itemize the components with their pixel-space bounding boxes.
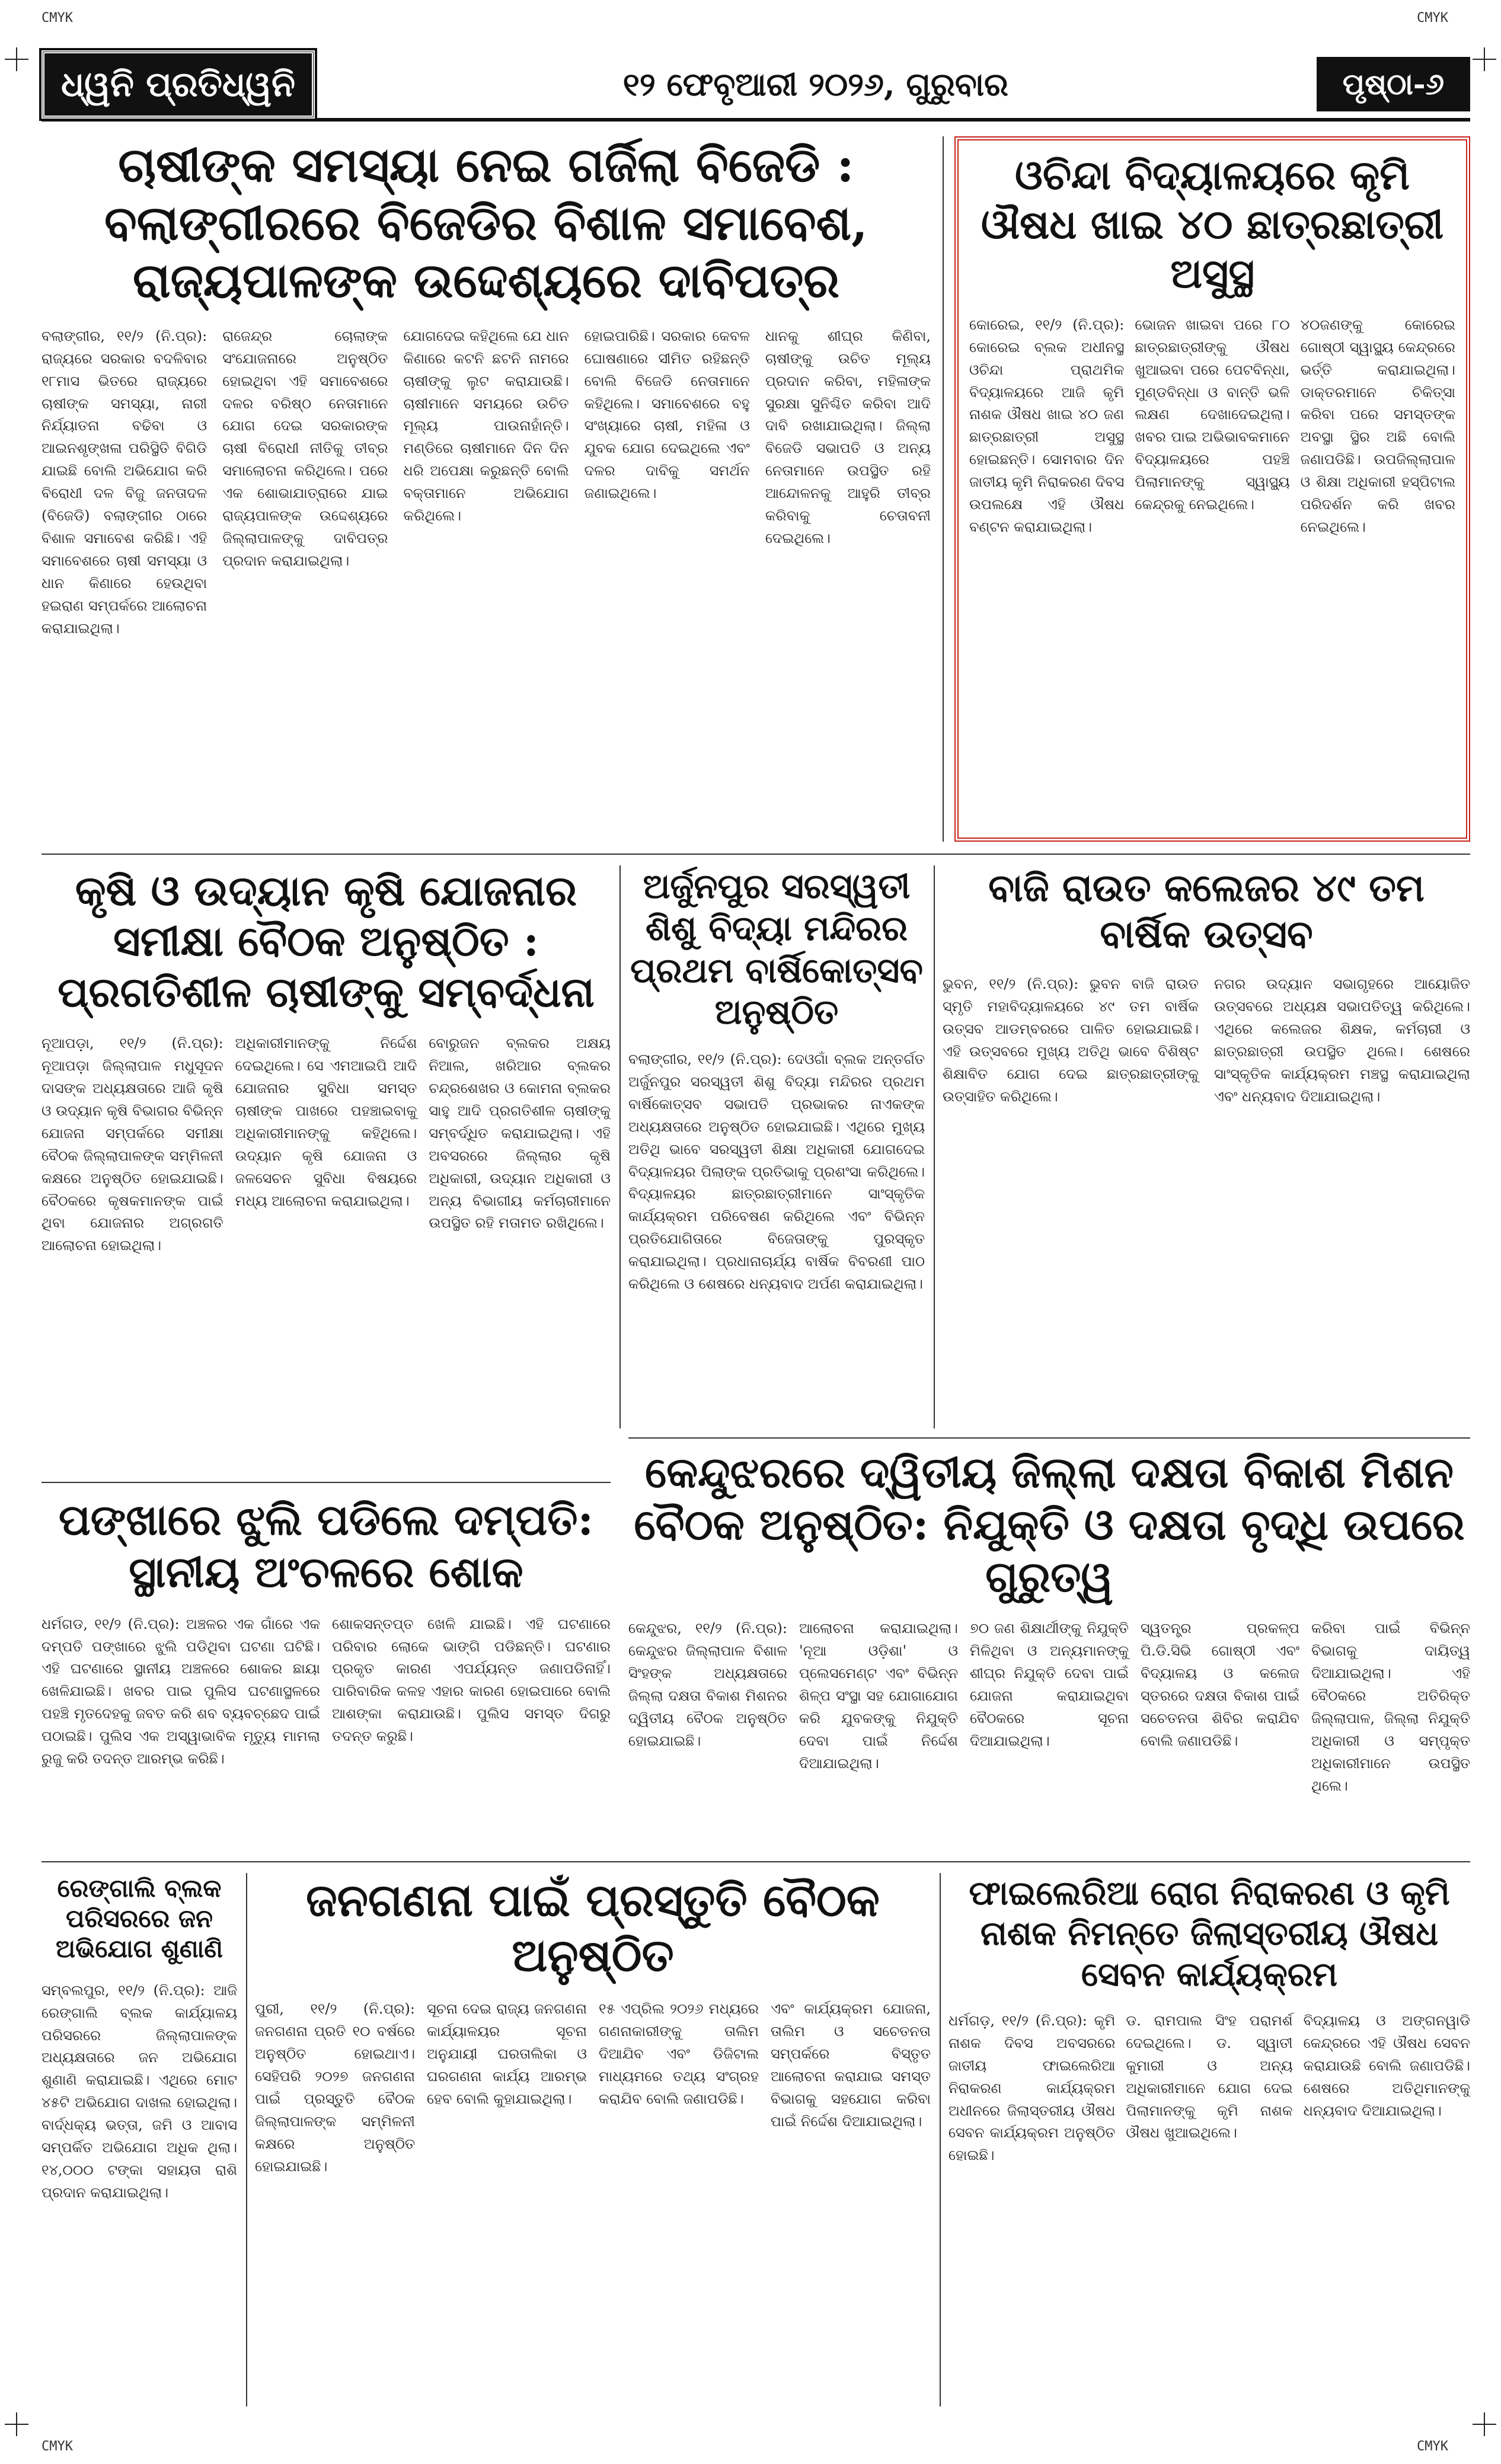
headline: ବାଜି ରାଉତ କଲେଜର ୪୯ ତମ ବାର୍ଷିକ ଉତ୍ସବ bbox=[988, 866, 1425, 957]
story-column: ଯୋଗଦେଇ କହିଥିଲେ ଯେ ଧାନ କିଣାରେ କଟନି ଛଟନି ନାମରେ ଚାଷୀଙ୍କୁ ଲୁଟ କରାଯାଉଛି। ଚାଷୀମାନେ ସମୟରେ ଉଚିତ ମୂଲ୍ୟ ପାଉନାହାଁନ୍ତି। ମଣ୍ଡିରେ ଚାଷୀମାନେ ଦିନ ଦିନ ଧରି ଅପେକ୍ଷା କରୁଛନ୍ତି ବୋଲି ବକ୍ତାମାନେ ଅଭିଯୋଗ କରିଥିଲେ। bbox=[403, 327, 569, 525]
headline: କୃଷି ଓ ଉଦ୍ୟାନ କୃଷି ଯୋଜନାର ସମୀକ୍ଷା ବୈଠକ ଅନୁଷ୍ଠିତ : ପ୍ରଗତିଶୀଳ ଚାଷୀଙ୍କୁ ସମ୍ବର୍ଦ୍ଧନା bbox=[58, 866, 595, 1017]
publication-date: ୧୨ ଫେବୃଆରୀ ୨୦୨୬, ଗୁରୁବାର bbox=[622, 65, 1008, 103]
story-column: ରାଜେନ୍ଦ୍ର ଚୋଲାଙ୍କ ସଂଯୋଜନାରେ ଅନୁଷ୍ଠିତ ହୋଇଥିବା ଏହି ସମାବେଶରେ ଦଳର ବରିଷ୍ଠ ନେତାମାନେ ଯୋଗ ଦେଇ ସରକାରଙ୍କ ଚାଷୀ ବିରୋଧୀ ନୀତିକୁ ତୀବ୍ର ସମାଲୋଚନା କରିଥିଲେ। ପରେ ଏକ ଶୋଭାଯାତ୍ରାରେ ଯାଇ ରାଜ୍ୟପାଳଙ୍କ ଉଦ୍ଦେଶ୍ୟରେ ଜିଲ୍ଲାପାଳଙ୍କୁ ଦାବିପତ୍ର ପ୍ରଦାନ କରାଯାଇଥିଲା। bbox=[222, 327, 388, 569]
cmyk-label-bottom-right: CMYK bbox=[1417, 2439, 1448, 2454]
story-column: ଧର୍ମଗଡ଼, ୧୧/୨ (ନି.ପ୍ର): କୃମି ନାଶକ ଦିବସ ଅବସରରେ ଜାତୀୟ ଫାଇଲେରିଆ ନିରାକରଣ କାର୍ଯ୍ୟକ୍ରମ ଅଧୀନରେ ଜିଲାସ୍ତରୀୟ ଔଷଧ ସେବନ କାର୍ଯ୍ୟକ୍ରମ ଅନୁଷ୍ଠିତ ହୋଇଛି। bbox=[948, 2012, 1116, 2164]
story-column: ଶୋକସନ୍ତପ୍ତ ଖେଳି ଯାଇଛି। ଏହି ଘଟଣାରେ ପରିବାର ଲୋକେ ଭାଙ୍ଗି ପଡିଛନ୍ତି। ଘଟଣାର ପ୍ରକୃତ କାରଣ ଏପର୍ଯ୍ୟନ୍ତ ଜଣାପଡିନାହିଁ। ପାରିବାରିକ କଳହ ଏହାର କାରଣ ହୋଇପାରେ ବୋଲି ଆଶଙ୍କା କରାଯାଉଛି। ପୁଲିସ ସମସ୍ତ ଦିଗରୁ ତଦନ୍ତ କରୁଛି। bbox=[332, 1615, 611, 1745]
headline: ଫାଇଲେରିଆ ରୋଗ ନିରାକରଣ ଓ କୃମି ନାଶକ ନିମନ୍ତେ ଜିଲାସ୍ତରୀୟ ଔଷଧ ସେବନ କାର୍ଯ୍ୟକ୍ରମ bbox=[969, 1874, 1450, 1994]
headline: ଚାଷୀଙ୍କ ସମସ୍ୟା ନେଇ ଗର୍ଜିଲା ବିଜେଡି : ବଲାଙ୍ଗୀରରେ ବିଜେଡିର ବିଶାଳ ସମାବେଶ, ରାଜ୍ୟପାଳଙ୍କ ଉଦ୍ଦେଶ୍ୟରେ ଦାବିପତ୍ର bbox=[104, 137, 868, 309]
story-agriculture-review bbox=[41, 865, 611, 1470]
column-divider bbox=[934, 865, 935, 1428]
story-rengali-grievance bbox=[41, 1873, 237, 2407]
column-divider bbox=[619, 865, 621, 1428]
section-divider bbox=[41, 1861, 1470, 1862]
headline: ରେଙ୍ଗାଲି ବ୍ଲକ ପରିସରରେ ଜନ ଅଭିଯୋଗ ଶୁଣାଣି bbox=[56, 1874, 223, 1964]
story-arjunpur-school bbox=[628, 865, 925, 1428]
section-divider bbox=[41, 1482, 611, 1483]
page-number: ପୃଷ୍ଠା-୬ bbox=[1317, 57, 1470, 111]
story-baji-raut-college bbox=[943, 865, 1470, 1428]
story-census-preparation bbox=[255, 1873, 931, 2407]
newspaper-logo: ଧ୍ୱନି ପ୍ରତିଧ୍ୱନି bbox=[41, 50, 315, 119]
registration-mark-bottom-left bbox=[5, 2412, 28, 2436]
story-column: ଧର୍ମଗଡ, ୧୧/୨ (ନି.ପ୍ର): ଅଞ୍ଚଳର ଏକ ଗାଁରେ ଏକ ଦମ୍ପତି ପଙ୍ଖାରେ ଝୁଲି ପଡିଥିବା ଘଟଣା ଘଟିଛି। ଏହି ଘଟଣାରେ ସ୍ଥାନୀୟ ଅଞ୍ଚଳରେ ଶୋକର ଛାୟା ଖେଳିଯାଇଛି। ଖବର ପାଇ ପୁଲିସ ଘଟଣାସ୍ଥଳରେ ପହଞ୍ଚି ମୃତଦେହକୁ ଜବତ କରି ଶବ ବ୍ୟବଚ୍ଛେଦ ପାଇଁ ପଠାଇଛି। ପୁଲିସ ଏକ ଅସ୍ୱାଭାବିକ ମୃତ୍ୟୁ ମାମଲା ରୁଜୁ କରି ତଦନ୍ତ ଆରମ୍ଭ କରିଛି। bbox=[41, 1615, 320, 1768]
headline: ଅର୍ଜୁନପୁର ସରସ୍ୱତୀ ଶିଶୁ ବିଦ୍ୟା ମନ୍ଦିରର ପ୍ରଥମ ବାର୍ଷିକୋତ୍ସବ ଅନୁଷ୍ଠିତ bbox=[630, 866, 923, 1033]
story-column: ୭୦ ଜଣ ଶିକ୍ଷାର୍ଥୀଙ୍କୁ ନିଯୁକ୍ତି ମିଳିଥିବା ଓ ଅନ୍ୟମାନଙ୍କୁ ଶୀଘ୍ର ନିଯୁକ୍ତି ଦେବା ପାଇଁ ଯୋଜନା କରାଯାଇଥିବା ବୈଠକରେ ସୂଚନା ଦିଆଯାଇଥିଲା। bbox=[970, 1620, 1129, 1750]
section-divider bbox=[41, 854, 1470, 855]
story-column: ୧୫ ଏପ୍ରିଲ ୨୦୨୬ ମଧ୍ୟରେ ଗଣନାକାରୀଙ୍କୁ ତାଲିମ ଦିଆଯିବ ଏବଂ ଡିଜିଟାଲ ମାଧ୍ୟମରେ ତଥ୍ୟ ସଂଗ୍ରହ କରାଯିବ ବୋଲି ଜଣାପଡିଛି। bbox=[599, 2000, 759, 2108]
story-column: ଭୋଜନ ଖାଇବା ପରେ ୮୦ ଛାତ୍ରଛାତ୍ରୀଙ୍କୁ ଔଷଧ ଖୁଆଇବା ପରେ ପେଟବିନ୍ଧା, ମୁଣ୍ଡବିନ୍ଧା ଓ ବାନ୍ତି ଭଳି ଲକ୍ଷଣ ଦେଖାଦେଇଥିଲା। ଖବର ପାଇ ଅଭିଭାବକମାନେ ବିଦ୍ୟାଳୟରେ ପହଞ୍ଚି ପିଲାମାନଙ୍କୁ ସ୍ୱାସ୍ଥ୍ୟ କେନ୍ଦ୍ରକୁ ନେଇଥିଲେ। bbox=[1135, 316, 1290, 513]
story-keonjhar-skill-mission bbox=[628, 1446, 1470, 1849]
story-column: ଆଲୋଚନା କରାଯାଇଥିଲା। 'ନୂଆ ଓଡ଼ିଶା' ଓ ପ୍ଲେସମେଣ୍ଟ ଏବଂ ବିଭିନ୍ନ ଶିଳ୍ପ ସଂସ୍ଥା ସହ ଯୋଗାଯୋଗ କରି ଯୁବକଙ୍କୁ ନିଯୁକ୍ତି ଦେବା ପାଇଁ ନିର୍ଦ୍ଦେଶ ଦିଆଯାଇଥିଲା। bbox=[799, 1620, 958, 1772]
story-couple-tragedy bbox=[41, 1494, 611, 1849]
story-column: ପୁରୀ, ୧୧/୨ (ନି.ପ୍ର): ଜନଗଣନା ପ୍ରତି ୧୦ ବର୍ଷରେ ଅନୁଷ୍ଠିତ ହୋଇଥାଏ। ସେହିପରି ୨୦୨୭ ଜନଗଣନା ପାଇଁ ପ୍ରସ୍ତୁତି ବୈଠକ ଜିଲ୍ଲାପାଳଙ୍କ ସମ୍ମିଳନୀ କକ୍ଷରେ ଅନୁଷ୍ଠିତ ହୋଇଯାଇଛି। bbox=[255, 2000, 415, 2175]
story-column: ଭୁବନ, ୧୧/୨ (ନି.ପ୍ର): ଭୁବନ ବାଜି ରାଉତ ସ୍ମୃତି ମହାବିଦ୍ୟାଳୟରେ ୪୯ ତମ ବାର୍ଷିକ ଉତ୍ସବ ଆଡମ୍ବରରେ ପାଳିତ ହୋଇଯାଇଛି। ଏହି ଉତ୍ସବରେ ମୁଖ୍ୟ ଅତିଥି ଭାବେ ବିଶିଷ୍ଟ ଶିକ୍ଷାବିତ ଯୋଗ ଦେଇ ଛାତ୍ରଛାତ୍ରୀଙ୍କୁ ଉତ୍ସାହିତ କରିଥିଲେ। bbox=[943, 976, 1199, 1105]
story-ochinda-school bbox=[954, 136, 1470, 842]
story-column: ଏବଂ କାର୍ଯ୍ୟକ୍ରମ ଯୋଜନା, ତାଲିମ ଓ ସଚେତନତା ସମ୍ପର୍କରେ ବିସ୍ତୃତ ଆଲୋଚନା କରାଯାଇ ସମସ୍ତ ବିଭାଗକୁ ସହଯୋଗ କରିବା ପାଇଁ ନିର୍ଦ୍ଦେଶ ଦିଆଯାଇଥିଲା। bbox=[771, 2000, 931, 2130]
registration-mark-bottom-right bbox=[1473, 2412, 1496, 2436]
story-column: ୪୦ଜଣଙ୍କୁ କୋରେଇ ଗୋଷ୍ଠୀ ସ୍ୱାସ୍ଥ୍ୟ କେନ୍ଦ୍ରରେ ଭର୍ତ୍ତି କରାଯାଇଥିଲା। ଡାକ୍ତରମାନେ ଚିକିତ୍ସା କରିବା ପରେ ସମସ୍ତଙ୍କ ଅବସ୍ଥା ସ୍ଥିର ଅଛି ବୋଲି ଜଣାପଡିଛି। ଉପଜିଲ୍ଲାପାଳ ଓ ଶିକ୍ଷା ଅଧିକାରୀ ହସ୍ପିଟାଲ ପରିଦର୍ଶନ କରି ଖବର ନେଇଥିଲେ। bbox=[1300, 316, 1455, 536]
headline: ପଙ୍ଖାରେ ଝୁଲି ପଡିଲେ ଦମ୍ପତି: ସ୍ଥାନୀୟ ଅଂଚଳରେ ଶୋକ bbox=[58, 1494, 594, 1597]
story-column: ଡ. ରାମପାଲ ସିଂହ ପରାମର୍ଶ ଦେଇଥିଲେ। ଡ. ସ୍ୱାତୀ କୁମାରୀ ଓ ଅନ୍ୟ ଅଧିକାରୀମାନେ ଯୋଗ ଦେଇ ପିଲାମାନଙ୍କୁ କୃମି ନାଶକ ଔଷଧ ଖୁଆଇଥିଲେ। bbox=[1126, 2012, 1293, 2142]
story-column: ନଗର ଉଦ୍ୟାନ ସଭାଗୃହରେ ଆୟୋଜିତ ଉତ୍ସବରେ ଅଧ୍ୟକ୍ଷ ସଭାପତିତ୍ୱ କରିଥିଲେ। ଏଥିରେ କଲେଜର ଶିକ୍ଷକ, କର୍ମଚାରୀ ଓ ଛାତ୍ରଛାତ୍ରୀ ଉପସ୍ଥିତ ଥିଲେ। ଶେଷରେ ସାଂସ୍କୃତିକ କାର୍ଯ୍ୟକ୍ରମ ମଞ୍ଚସ୍ଥ କରାଯାଇଥିଲା ଏବଂ ଧନ୍ୟବାଦ ଦିଆଯାଇଥିଲା। bbox=[1214, 976, 1470, 1105]
story-column: ଅଧିକାରୀମାନଙ୍କୁ ନିର୍ଦ୍ଦେଶ ଦେଇଥିଲେ। ସେ ଏମଆଇପି ଆଦି ଯୋଜନାର ସୁବିଧା ସମସ୍ତ ଚାଷୀଙ୍କ ପାଖରେ ପହଞ୍ଚାଇବାକୁ ଅଧିକାରୀମାନଙ୍କୁ କହିଥିଲେ। ଉଦ୍ୟାନ କୃଷି ଯୋଜନା ଓ ଜଳସେଚନ ସୁବିଧା ବିଷୟରେ ମଧ୍ୟ ଆଲୋଚନା କରାଯାଇଥିଲା। bbox=[235, 1035, 417, 1209]
headline: ଜନଗଣନା ପାଇଁ ପ୍ରସ୍ତୁତି ବୈଠକ ଅନୁଷ୍ଠିତ bbox=[306, 1874, 880, 1982]
story-bjd-rally bbox=[41, 136, 931, 842]
headline: ଓଚିନ୍ଦା ବିଦ୍ୟାଳୟରେ କୃମି ଔଷଧ ଖାଇ ୪୦ ଛାତ୍ରଛାତ୍ରୀ ଅସୁସ୍ଥ bbox=[981, 152, 1444, 298]
cmyk-label-top-left: CMYK bbox=[41, 11, 73, 25]
story-column: କରିବା ପାଇଁ ବିଭିନ୍ନ ବିଭାଗକୁ ଦାୟିତ୍ୱ ଦିଆଯାଇଥିଲା। ଏହି ବୈଠକରେ ଅତିରିକ୍ତ ଜିଲ୍ଲାପାଳ, ଜିଲ୍ଲା ନିଯୁକ୍ତି ଅଧିକାରୀ ଓ ସମ୍ପୃକ୍ତ ଅଧିକାରୀମାନେ ଉପସ୍ଥିତ ଥିଲେ। bbox=[1311, 1620, 1470, 1794]
story-column: ବଲାଙ୍ଗୀର, ୧୧/୨ (ନି.ପ୍ର): ଦେଓଗାଁ ବ୍ଲକ ଅନ୍ତର୍ଗତ ଅର୍ଜୁନପୁର ସରସ୍ୱତୀ ଶିଶୁ ବିଦ୍ୟା ମନ୍ଦିରର ପ୍ରଥମ ବାର୍ଷିକୋତ୍ସବ ସଭାପତି ପ୍ରଭାକର ନାଏକଙ୍କ ଅଧ୍ୟକ୍ଷତାରେ ଅନୁଷ୍ଠିତ ହୋଇଯାଇଛି। ଏଥିରେ ମୁଖ୍ୟ ଅତିଥି ଭାବେ ସରସ୍ୱତୀ ଶିକ୍ଷା ଅଧିକାରୀ ଯୋଗଦେଇ ବିଦ୍ୟାଳୟର ପିଲାଙ୍କ ପ୍ରତିଭାକୁ ପ୍ରଶଂସା କରିଥିଲେ। ବିଦ୍ୟାଳୟର ଛାତ୍ରଛାତ୍ରୀମାନେ ସାଂସ୍କୃତିକ କାର୍ଯ୍ୟକ୍ରମ ପରିବେଷଣ କରିଥିଲେ ଏବଂ ବିଭିନ୍ନ ପ୍ରତିଯୋଗିତାରେ ବିଜେତାଙ୍କୁ ପୁରସ୍କୃତ କରାଯାଇଥିଲା। ପ୍ରଧାନାଚାର୍ଯ୍ୟ ବାର୍ଷିକ ବିବରଣୀ ପାଠ କରିଥିଲେ ଓ ଶେଷରେ ଧନ୍ୟବାଦ ଅର୍ପଣ କରାଯାଇଥିଲା। bbox=[628, 1051, 925, 1293]
cmyk-label-bottom-left: CMYK bbox=[41, 2439, 73, 2454]
registration-mark-top-left bbox=[5, 47, 28, 71]
story-filaria-program bbox=[948, 1873, 1470, 2407]
story-column: କୋରେଇ, ୧୧/୨ (ନି.ପ୍ର): କୋରେଇ ବ୍ଲକ ଅଧୀନସ୍ଥ ଓଚିନ୍ଦା ପ୍ରାଥମିକ ବିଦ୍ୟାଳୟରେ ଆଜି କୃମି ନାଶକ ଔଷଧ ଖାଇ ୪୦ ଜଣ ଛାତ୍ରଛାତ୍ରୀ ଅସୁସ୍ଥ ହୋଇଛନ୍ତି। ସୋମବାର ଦିନ ଜାତୀୟ କୃମି ନିରାକରଣ ଦିବସ ଉପଲକ୍ଷେ ଏହି ଔଷଧ ବଣ୍ଟନ କରାଯାଇଥିଲା। bbox=[969, 316, 1125, 536]
story-column: ସୂଚନା ଦେଇ ରାଜ୍ୟ ଜନଗଣନା କାର୍ଯ୍ୟାଳୟର ସୂଚନା ଅନୁଯାୟୀ ଘରତାଲିକା ଓ ଘରଗଣନା କାର୍ଯ୍ୟ ଆରମ୍ଭ ହେବ ବୋଲି କୁହାଯାଇଥିଲା। bbox=[427, 2000, 587, 2108]
story-column: ସମ୍ବଲପୁର, ୧୧/୨ (ନି.ପ୍ର): ଆଜି ରେଙ୍ଗାଲି ବ୍ଲକ କାର୍ଯ୍ୟାଳୟ ପରିସରରେ ଜିଲ୍ଲାପାଳଙ୍କ ଅଧ୍ୟକ୍ଷତାରେ ଜନ ଅଭିଯୋଗ ଶୁଣାଣି କରାଯାଇଛି। ଏଥିରେ ମୋଟ ୪୫ଟି ଅଭିଯୋଗ ଦାଖଲ ହୋଇଥିଲା। ବାର୍ଦ୍ଧକ୍ୟ ଭତ୍ତା, ଜମି ଓ ଆବାସ ସମ୍ପର୍କିତ ଅଭିଯୋଗ ଅଧିକ ଥିଲା। ୧୪,୦୦୦ ଟଙ୍କା ସହାୟତା ରାଶି ପ୍ରଦାନ କରାଯାଇଥିଲା। bbox=[41, 1982, 237, 2201]
column-divider bbox=[943, 136, 944, 842]
column-divider bbox=[940, 1873, 941, 2407]
cmyk-label-top-right: CMYK bbox=[1417, 11, 1448, 25]
masthead bbox=[41, 50, 1470, 122]
story-column: ନୂଆପଡ଼ା, ୧୧/୨ (ନି.ପ୍ର): ନୂଆପଡ଼ା ଜିଲ୍ଲାପାଳ ମଧୁସୂଦନ ଦାସଙ୍କ ଅଧ୍ୟକ୍ଷତାରେ ଆଜି କୃଷି ଓ ଉଦ୍ୟାନ କୃଷି ବିଭାଗର ବିଭିନ୍ନ ଯୋଜନା ସମ୍ପର୍କରେ ସମୀକ୍ଷା ବୈଠକ ଜିଲ୍ଲାପାଳଙ୍କ ସମ୍ମିଳନୀ କକ୍ଷରେ ଅନୁଷ୍ଠିତ ହୋଇଯାଇଛି। ବୈଠକରେ କୃଷକମାନଙ୍କ ପାଇଁ ଥିବା ଯୋଜନାର ଅଗ୍ରଗତି ଆଲୋଚନା ହୋଇଥିଲା। bbox=[41, 1035, 223, 1254]
story-column: ହୋଇପାରିଛି। ସରକାର କେବଳ ଘୋଷଣାରେ ସୀମିତ ରହିଛନ୍ତି ବୋଲି ବିଜେଡି ନେତାମାନେ କହିଥିଲେ। ସମାବେଶରେ ବହୁ ସଂଖ୍ୟାରେ ଚାଷୀ, ମହିଳା ଓ ଯୁବକ ଯୋଗ ଦେଇଥିଲେ ଏବଂ ଦଳର ଦାବିକୁ ସମର୍ଥନ ଜଣାଇଥିଲେ। bbox=[584, 327, 750, 502]
story-column: ଧାନକୁ ଶୀଘ୍ର କିଣିବା, ଚାଷୀଙ୍କୁ ଉଚିତ ମୂଲ୍ୟ ପ୍ରଦାନ କରିବା, ମହିଳାଙ୍କ ସୁରକ୍ଷା ସୁନିଶ୍ଚିତ କରିବା ଆଦି ଦାବି ରଖାଯାଇଥିଲା। ଜିଲ୍ଲା ବିଜେଡି ସଭାପତି ଓ ଅନ୍ୟ ନେତାମାନେ ଉପସ୍ଥିତ ରହି ଆନ୍ଦୋଳନକୁ ଆହୁରି ତୀବ୍ର କରିବାକୁ ଚେତାବନୀ ଦେଇଥିଲେ। bbox=[765, 327, 931, 547]
story-column: ବଲାଙ୍ଗୀର, ୧୧/୨ (ନି.ପ୍ର): ରାଜ୍ୟରେ ସରକାର ବଦଳିବାର ୧୮ମାସ ଭିତରେ ରାଜ୍ୟରେ ଚାଷୀଙ୍କ ସମସ୍ୟା, ନାରୀ ନିର୍ଯ୍ୟାତନା ବଢିବା ଓ ଆଇନଶୃଙ୍ଖଳା ପରିସ୍ଥିତି ବିଗିଡି ଯାଇଛି ବୋଲି ଅଭିଯୋଗ କରି ବିରୋଧୀ ଦଳ ବିଜୁ ଜନତାଦଳ (ବିଜେଡି) ବଲାଙ୍ଗୀର ଠାରେ ବିଶାଳ ସମାବେଶ କରିଛି। ଏହି ସମାବେଶରେ ଚାଷୀ ସମସ୍ୟା ଓ ଧାନ କିଣାରେ ହେଉଥିବା ହଇରାଣ ସମ୍ପର୍କରେ ଆଲୋଚନା କରାଯାଇଥିଲା। bbox=[41, 327, 207, 637]
headline: କେନ୍ଦୁଝରରେ ଦ୍ୱିତୀୟ ଜିଲ୍ଲା ଦକ୍ଷତା ବିକାଶ ମିଶନ ବୈଠକ ଅନୁଷ୍ଠିତ: ନିଯୁକ୍ତି ଓ ଦକ୍ଷତା ବୃଦ୍ଧି ଉପରେ ଗୁରୁତ୍ୱ bbox=[634, 1447, 1465, 1602]
section-divider bbox=[628, 1437, 1470, 1439]
registration-mark-top-right bbox=[1473, 47, 1496, 71]
column-divider bbox=[246, 1873, 247, 2407]
story-column: କେନ୍ଦୁଝର, ୧୧/୨ (ନି.ପ୍ର): କେନ୍ଦୁଝର ଜିଲ୍ଲାପାଳ ବିଶାଳ ସିଂହଙ୍କ ଅଧ୍ୟକ୍ଷତାରେ ଜିଲ୍ଲା ଦକ୍ଷତା ବିକାଶ ମିଶନର ଦ୍ୱିତୀୟ ବୈଠକ ଅନୁଷ୍ଠିତ ହୋଇଯାଇଛି। bbox=[628, 1620, 787, 1750]
story-column: ବିଦ୍ୟାଳୟ ଓ ଅଙ୍ଗନୱାଡି କେନ୍ଦ୍ରରେ ଏହି ଔଷଧ ସେବନ କରାଯାଉଛି ବୋଲି ଜଣାପଡିଛି। ଶେଷରେ ଅତିଥିମାନଙ୍କୁ ଧନ୍ୟବାଦ ଦିଆଯାଇଥିଲା। bbox=[1303, 2012, 1470, 2119]
story-column: ବୋରୁଜନ ବ୍ଲକର ଅକ୍ଷୟ ନିଆଲ, ଖରିଆର ବ୍ଲକର ଚନ୍ଦ୍ରଶେଖର ଓ କୋମନା ବ୍ଲକର ସାହୁ ଆଦି ପ୍ରଗତିଶୀଳ ଚାଷୀଙ୍କୁ ସମ୍ବର୍ଦ୍ଧିତ କରାଯାଇଥିଲା। ଏହି ଅବସରରେ ଜିଲ୍ଲାର କୃଷି ଅଧିକାରୀ, ଉଦ୍ୟାନ ଅଧିକାରୀ ଓ ଅନ୍ୟ ବିଭାଗୀୟ କର୍ମଚାରୀମାନେ ଉପସ୍ଥିତ ରହି ମତାମତ ରଖିଥିଲେ। bbox=[429, 1035, 611, 1232]
story-column: ସ୍ୱତନ୍ତ୍ର ପ୍ରକଳ୍ପ ପି.ଡି.ସିଭି ଗୋଷ୍ଠୀ ଏବଂ ବିଦ୍ୟାଳୟ ଓ କଲେଜ ସ୍ତରରେ ଦକ୍ଷତା ବିକାଶ ପାଇଁ ସଚେତନତା ଶିବିର କରାଯିବ ବୋଲି ଜଣାପଡିଛି। bbox=[1141, 1620, 1299, 1750]
